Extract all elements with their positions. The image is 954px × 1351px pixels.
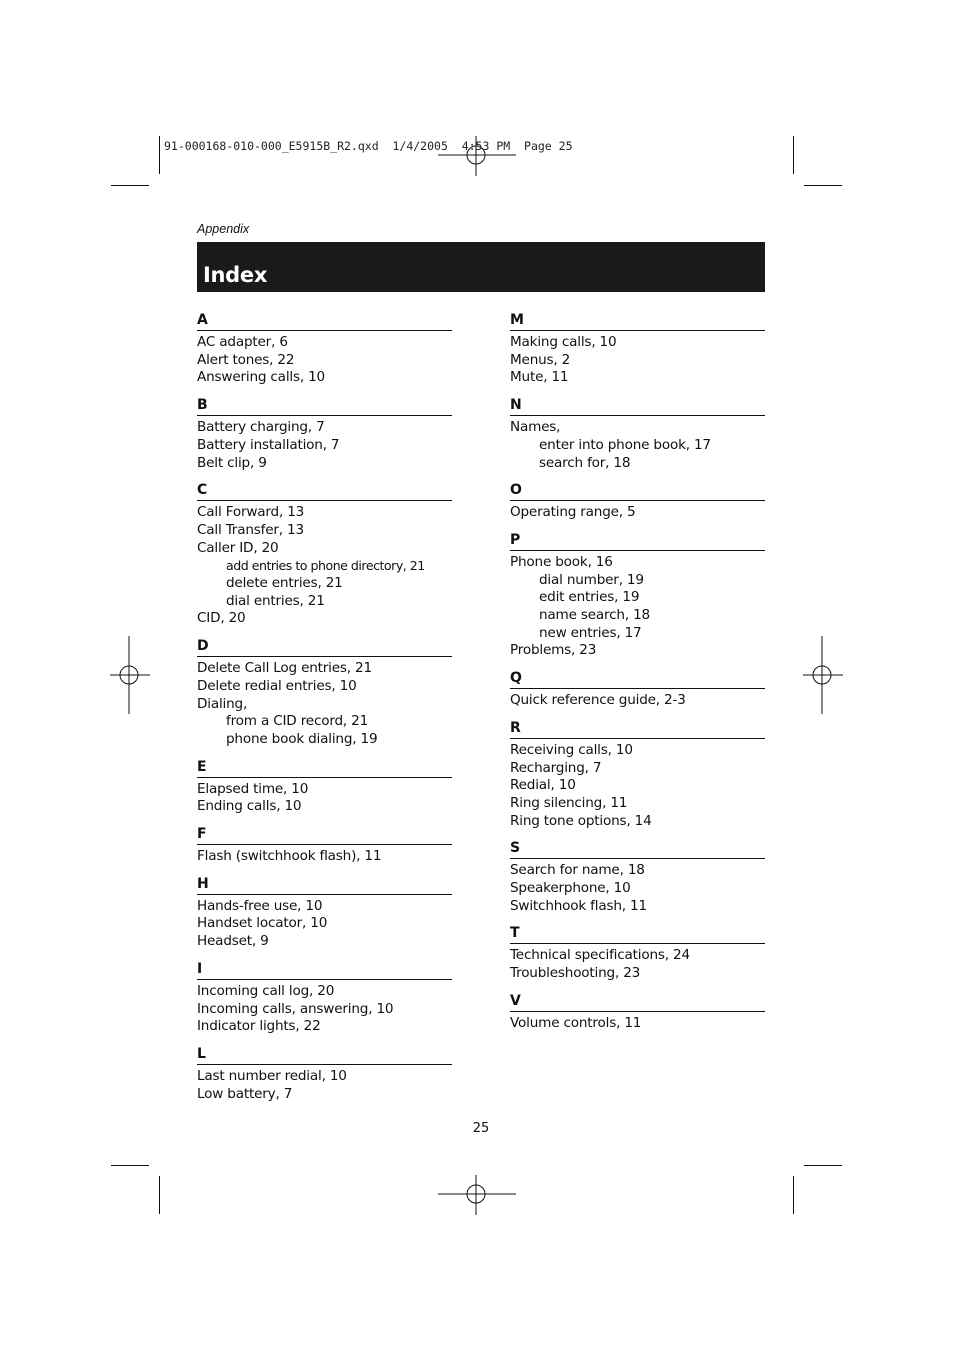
index-group — [510, 719, 765, 831]
index-group — [197, 1045, 452, 1103]
index-entry: Belt clip, 9 — [197, 454, 267, 471]
print-slug: 91-000168-010-000_E5915B_R2.qxd 1/4/2005 4:53 PM Page 25 — [164, 139, 573, 153]
page-title: Index — [203, 263, 268, 287]
index-entry: Names, — [510, 419, 561, 436]
index-entry: Menus, 2 — [510, 351, 571, 368]
index-letter-heading: V — [510, 992, 765, 1012]
index-group — [510, 669, 765, 710]
index-entry: Call Forward, 13 — [197, 504, 305, 521]
index-letter-heading: M — [510, 311, 765, 331]
index-entry: Elapsed time, 10 — [197, 780, 309, 797]
index-entry: Indicator lights, 22 — [197, 1018, 321, 1035]
index-entry: Phone book, 16 — [510, 553, 613, 570]
registration-mark-top — [438, 136, 516, 176]
index-entry: Redial, 10 — [510, 777, 576, 794]
index-entry: Incoming call log, 20 — [197, 982, 335, 999]
crop-mark — [804, 1165, 842, 1166]
index-letter-heading: T — [510, 924, 765, 944]
index-entry: Operating range, 5 — [510, 504, 636, 521]
index-letter-heading: O — [510, 481, 765, 501]
index-subentry: name search, 18 — [539, 607, 650, 624]
index-entry: Hands-free use, 10 — [197, 897, 323, 914]
index-entry: Ring silencing, 11 — [510, 794, 628, 811]
crop-mark — [804, 185, 842, 186]
index-entry: Troubleshooting, 23 — [510, 965, 641, 982]
index-column-right — [510, 311, 765, 1042]
index-group — [510, 839, 765, 915]
index-subentry: edit entries, 19 — [539, 589, 640, 606]
index-entry: Recharging, 7 — [510, 759, 602, 776]
index-letter-heading: L — [197, 1045, 452, 1065]
index-subentry: new entries, 17 — [539, 624, 642, 641]
index-group — [510, 481, 765, 522]
index-entry: Last number redial, 10 — [197, 1067, 347, 1084]
index-entry: Flash (switchhook flash), 11 — [197, 848, 382, 865]
index-letter-heading: Q — [510, 669, 765, 689]
section-label: Appendix — [197, 222, 250, 236]
index-entry: Delete Call Log entries, 21 — [197, 660, 372, 677]
index-letter-heading: S — [510, 839, 765, 859]
index-letter-heading: F — [197, 825, 452, 845]
index-entry: Low battery, 7 — [197, 1085, 293, 1102]
title-banner — [197, 242, 765, 292]
index-entry: Answering calls, 10 — [197, 369, 325, 386]
index-letter-heading: D — [197, 637, 452, 657]
index-entry: CID, 20 — [197, 610, 246, 627]
index-entry: Headset, 9 — [197, 933, 269, 950]
index-entry: Quick reference guide, 2-3 — [510, 692, 686, 709]
index-entry: Problems, 23 — [510, 642, 597, 659]
index-entry: Battery installation, 7 — [197, 436, 340, 453]
index-subentry: from a CID record, 21 — [226, 713, 369, 730]
index-group — [197, 758, 452, 816]
index-subentry: dial entries, 21 — [226, 592, 325, 609]
index-column-left — [197, 311, 452, 1112]
index-entry: Technical specifications, 24 — [510, 947, 690, 964]
index-entry: Handset locator, 10 — [197, 915, 328, 932]
index-entry: Ring tone options, 14 — [510, 812, 652, 829]
index-letter-heading: P — [510, 531, 765, 551]
index-group — [197, 481, 452, 628]
index-group — [510, 311, 765, 387]
index-entry: Battery charging, 7 — [197, 419, 325, 436]
index-subentry: search for, 18 — [539, 454, 631, 471]
index-letter-heading: B — [197, 396, 452, 416]
index-subentry: phone book dialing, 19 — [226, 730, 378, 747]
index-letter-heading: C — [197, 481, 452, 501]
index-group — [510, 924, 765, 982]
index-entry: Delete redial entries, 10 — [197, 677, 357, 694]
crop-mark — [159, 1176, 160, 1214]
index-group — [197, 825, 452, 866]
index-entry: Search for name, 18 — [510, 862, 645, 879]
index-subentry: enter into phone book, 17 — [539, 436, 711, 453]
index-group — [510, 396, 765, 472]
index-entry: Making calls, 10 — [510, 334, 617, 350]
index-entry: Alert tones, 22 — [197, 351, 295, 368]
index-entry: Incoming calls, answering, 10 — [197, 1000, 394, 1017]
index-entry: Dialing, — [197, 695, 248, 712]
crop-mark — [793, 136, 794, 174]
index-entry: Caller ID, 20 — [197, 539, 279, 556]
index-entry: Switchhook flash, 11 — [510, 897, 647, 914]
index-group — [510, 531, 765, 660]
index-group — [510, 992, 765, 1033]
index-letter-heading: A — [197, 311, 452, 331]
index-entry: Mute, 11 — [510, 369, 569, 386]
index-letter-heading: N — [510, 396, 765, 416]
index-letter-heading: I — [197, 960, 452, 980]
index-entry: AC adapter, 6 — [197, 334, 288, 350]
crop-mark — [159, 136, 160, 174]
index-group — [197, 396, 452, 472]
crop-mark — [793, 1176, 794, 1214]
index-entry: Ending calls, 10 — [197, 798, 302, 815]
index-entry: Speakerphone, 10 — [510, 880, 631, 897]
crop-mark — [111, 1165, 149, 1166]
index-group — [197, 875, 452, 951]
index-group — [197, 960, 452, 1036]
index-subentry: delete entries, 21 — [226, 575, 343, 592]
registration-mark-bottom — [438, 1175, 516, 1215]
crop-mark — [111, 185, 149, 186]
index-letter-heading: E — [197, 758, 452, 778]
registration-mark-left — [110, 636, 150, 714]
index-entry: Volume controls, 11 — [510, 1014, 642, 1031]
index-group — [197, 637, 452, 749]
index-letter-heading: H — [197, 875, 452, 895]
registration-mark-right — [803, 636, 843, 714]
index-entry: Call Transfer, 13 — [197, 521, 304, 538]
index-group — [197, 311, 452, 387]
page-number: 25 — [472, 1121, 490, 1136]
index-entry: Receiving calls, 10 — [510, 741, 633, 758]
index-letter-heading: R — [510, 719, 765, 739]
index-subentry: add entries to phone directory, 21 — [226, 558, 425, 574]
index-subentry: dial number, 19 — [539, 571, 644, 588]
